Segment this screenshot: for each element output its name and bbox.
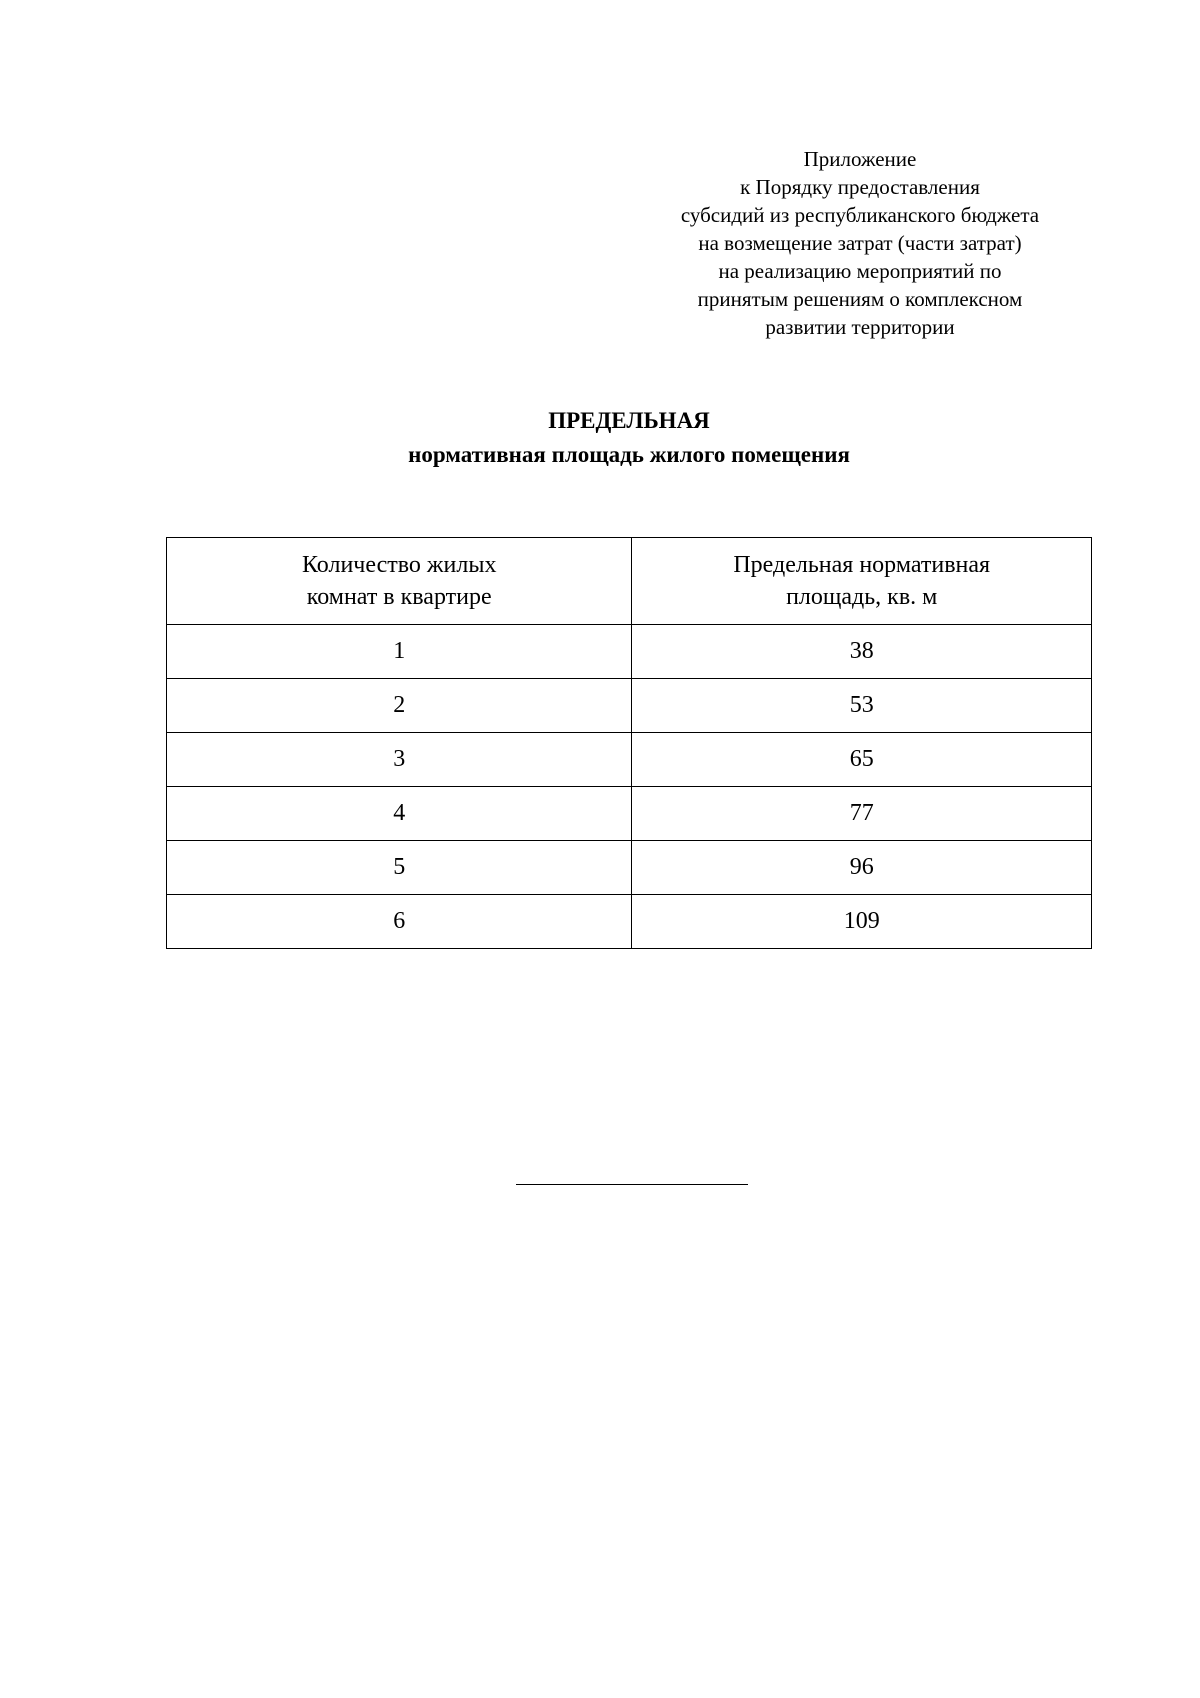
- cell-area: 65: [632, 733, 1092, 787]
- annex-line: субсидий из республиканского бюджета: [680, 203, 1040, 227]
- annex-line: Приложение: [803, 147, 917, 171]
- cell-area: 38: [632, 625, 1092, 679]
- area-norms-table: [166, 537, 1092, 949]
- document-title: [166, 404, 1092, 472]
- annex-line: на реализацию мероприятий по: [718, 259, 1002, 283]
- cell-rooms: 3: [167, 733, 632, 787]
- cell-rooms: 1: [167, 625, 632, 679]
- annex-note: [640, 145, 1080, 341]
- title-line-1: ПРЕДЕЛЬНАЯ: [548, 408, 710, 433]
- annex-line: принятым решениям о комплексном: [697, 287, 1023, 311]
- table-row: [167, 679, 1092, 733]
- annex-line: на возмещение затрат (части затрат): [698, 231, 1022, 255]
- annex-line: к Порядку предоставления: [740, 175, 980, 199]
- cell-rooms: 6: [167, 895, 632, 949]
- table-row: [167, 625, 1092, 679]
- cell-rooms: 5: [167, 841, 632, 895]
- table-row: [167, 787, 1092, 841]
- table-row: [167, 895, 1092, 949]
- end-of-document-line: [516, 1184, 748, 1185]
- title-line-2: нормативная площадь жилого помещения: [408, 442, 850, 467]
- table-header-row: [167, 538, 1092, 625]
- table-row: [167, 733, 1092, 787]
- cell-area: 77: [632, 787, 1092, 841]
- header-rooms-count: Количество жилых комнат в квартире: [167, 538, 632, 625]
- cell-area: 96: [632, 841, 1092, 895]
- cell-area: 53: [632, 679, 1092, 733]
- cell-area: 109: [632, 895, 1092, 949]
- cell-rooms: 2: [167, 679, 632, 733]
- table-row: [167, 841, 1092, 895]
- header-max-area: Предельная нормативная площадь, кв. м: [632, 538, 1092, 625]
- cell-rooms: 4: [167, 787, 632, 841]
- annex-line: развитии территории: [765, 315, 955, 339]
